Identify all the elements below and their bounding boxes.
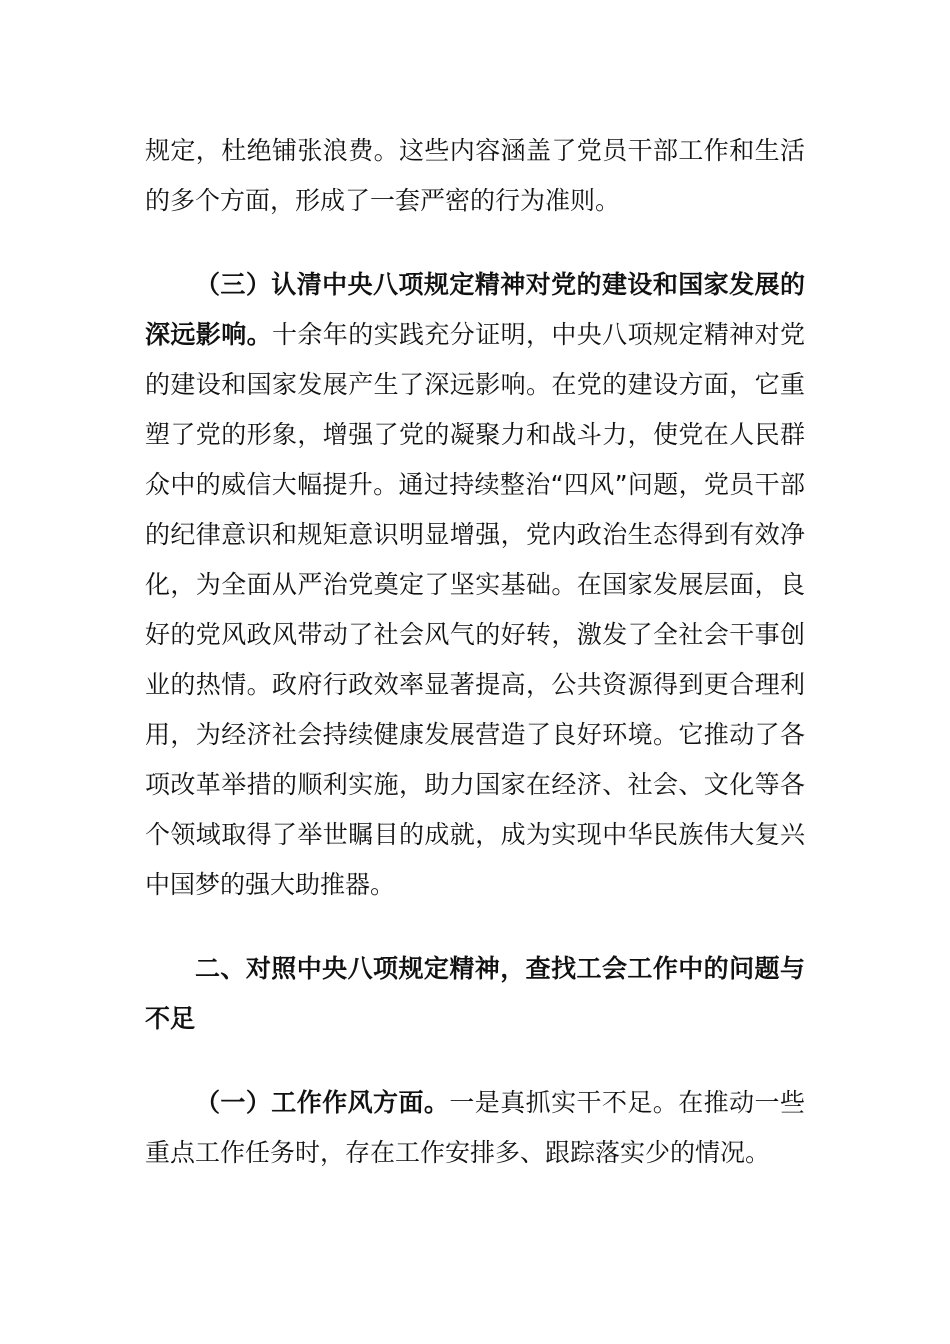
paragraph-text: 一是真抓实干不足。在推动一些重点工作任务时，存在工作安排多、跟踪落实少的情况。 bbox=[145, 1088, 805, 1167]
section-heading-inline: （三）认清中央八项规定精神对党的建设和国家发展的深远影响。 bbox=[145, 270, 805, 349]
paragraph-text: 十余年的实践充分证明，中央八项规定精神对党的建设和国家发展产生了深远影响。在党的建设方面，它重塑了党的形象，增强了党的凝聚力和战斗力，使党在人民群众中的威信大幅提升。通过持续整治“四风”问题，党员干部的纪律意识和规矩意识明显增强，党内政治生态得到有效净化，为全面从严治党奠定了坚实基础。在国家发展层面，良好的党风政风带动了社会风气的好转，激发了全社会干事创业的热情。政府行政效率显著提高，公共资源得到更合理利用，为经济社会持续健康发展营造了良好环境。它推动了各项改革举措的顺利实施，助力国家在经济、社会、文化等各个领域取得了举世瞩目的成就，成为实现中华民族伟大复兴中国梦的强大助推器。 bbox=[145, 320, 805, 899]
paragraph-section-3 bbox=[145, 260, 805, 910]
paragraph-gap bbox=[145, 1044, 805, 1078]
document-body bbox=[145, 126, 805, 1178]
paragraph-section-1 bbox=[145, 1078, 805, 1178]
paragraph-continuation bbox=[145, 126, 805, 226]
section-heading-inline: （一）工作作风方面。 bbox=[195, 1088, 450, 1117]
paragraph-gap bbox=[145, 910, 805, 944]
paragraph-gap bbox=[145, 226, 805, 260]
paragraph-text: 规定，杜绝铺张浪费。这些内容涵盖了党员干部工作和生活的多个方面，形成了一套严密的行为准则。 bbox=[145, 136, 805, 215]
chapter-heading: 二、对照中央八项规定精神，查找工会工作中的问题与不足 bbox=[145, 954, 805, 1033]
